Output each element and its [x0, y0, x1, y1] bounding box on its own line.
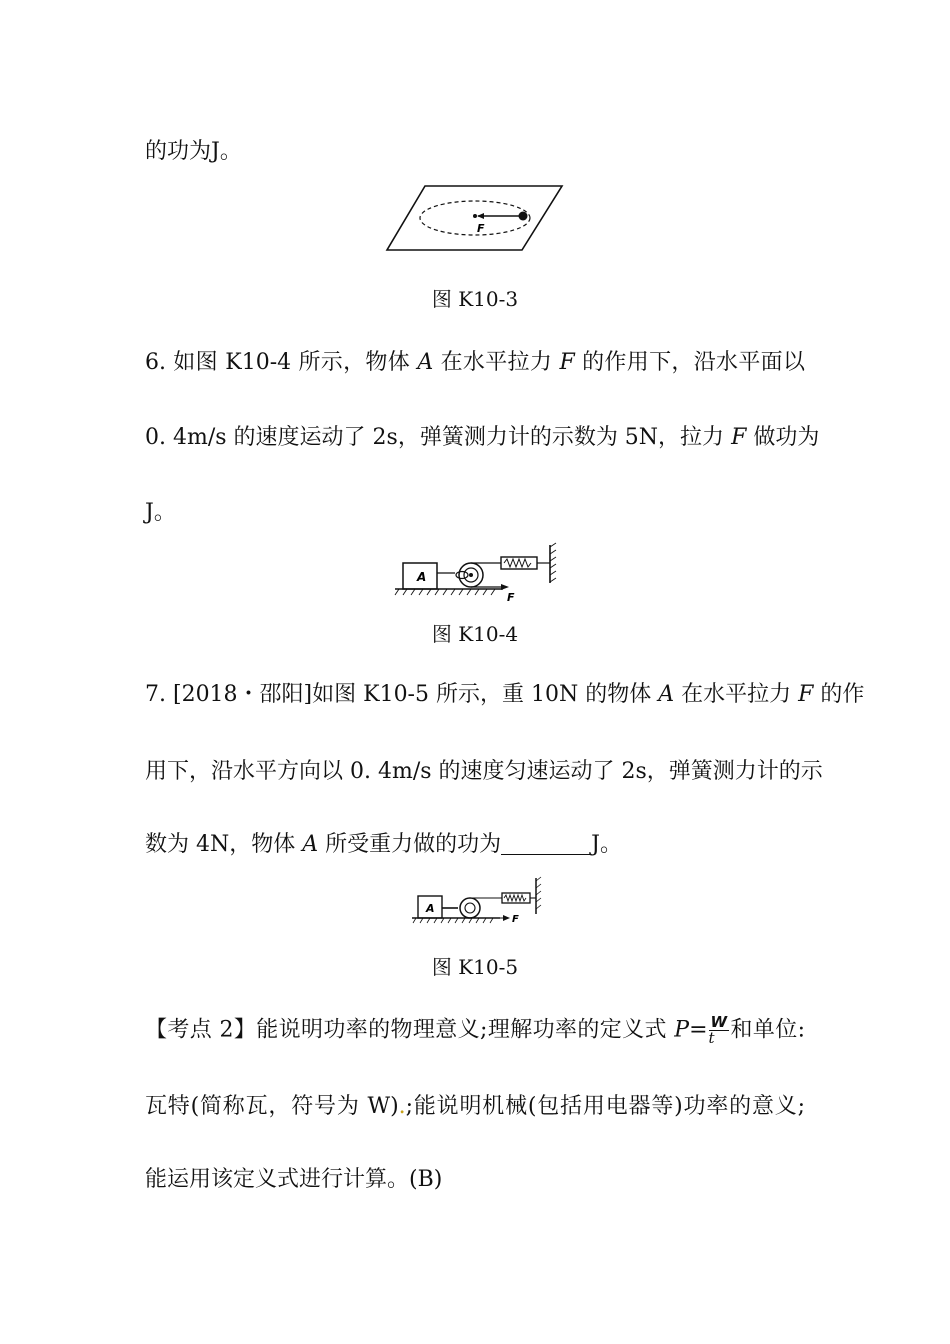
force-label: F: [512, 914, 519, 925]
kaodian-line-1: 【考点 2】能说明功率的物理意义;理解功率的定义式 P= $\frac{W}{t}$ 和单位:: [145, 1013, 805, 1047]
ball: [519, 212, 528, 221]
center-point: [473, 214, 477, 218]
force-arrow: [503, 915, 510, 921]
question-7-line-2: 用下，沿水平方向以 0. 4m/s 的速度匀速运动了 2s，弹簧测力计的示: [145, 759, 823, 784]
force-arrow: [477, 213, 484, 219]
pulley: [460, 898, 480, 918]
question-7-line-3: 数为 4N，物体 A 所受重力做的功为 J。: [145, 832, 622, 857]
kaodian-line-3: 能运用该定义式进行计算。(B): [145, 1167, 443, 1192]
force-label: F: [507, 591, 515, 604]
question-6-line-3: J。: [145, 500, 176, 525]
text-line: 的功为J。: [145, 139, 242, 164]
figure-caption: 图 K10-4: [431, 622, 519, 646]
figure-caption: 图 K10-5: [431, 955, 519, 979]
question-7-line-1: 7. [2018・邵阳]如图 K10-5 所示，重 10N 的物体 A 在水平拉力 F 的作: [145, 682, 865, 707]
answer-blank[interactable]: [501, 832, 591, 855]
question-6-line-2: 0. 4m/s 的速度运动了 2s，弹簧测力计的示数为 5N，拉力 F 做功为: [145, 425, 820, 450]
figure-caption: 图 K10-3: [431, 287, 519, 311]
question-6-line-1: 6. 如图 K10-4 所示，物体 A 在水平拉力 F 的作用下，沿水平面以: [145, 350, 805, 375]
figure-k10-3: [385, 183, 565, 253]
formula-fraction: $\frac{W}{t}$: [708, 1013, 728, 1047]
kaodian-line-2: 瓦特(简称瓦，符号为 W).;能说明机械(包括用电器等)功率的意义;: [145, 1094, 805, 1119]
block-label: A: [417, 570, 427, 584]
figure-k10-4: [393, 543, 563, 604]
force-arrow: [501, 584, 509, 590]
force-label: F: [477, 222, 485, 235]
plane-surface: [387, 186, 562, 250]
figure-k10-5: [410, 876, 550, 928]
block-label: A: [426, 902, 435, 915]
